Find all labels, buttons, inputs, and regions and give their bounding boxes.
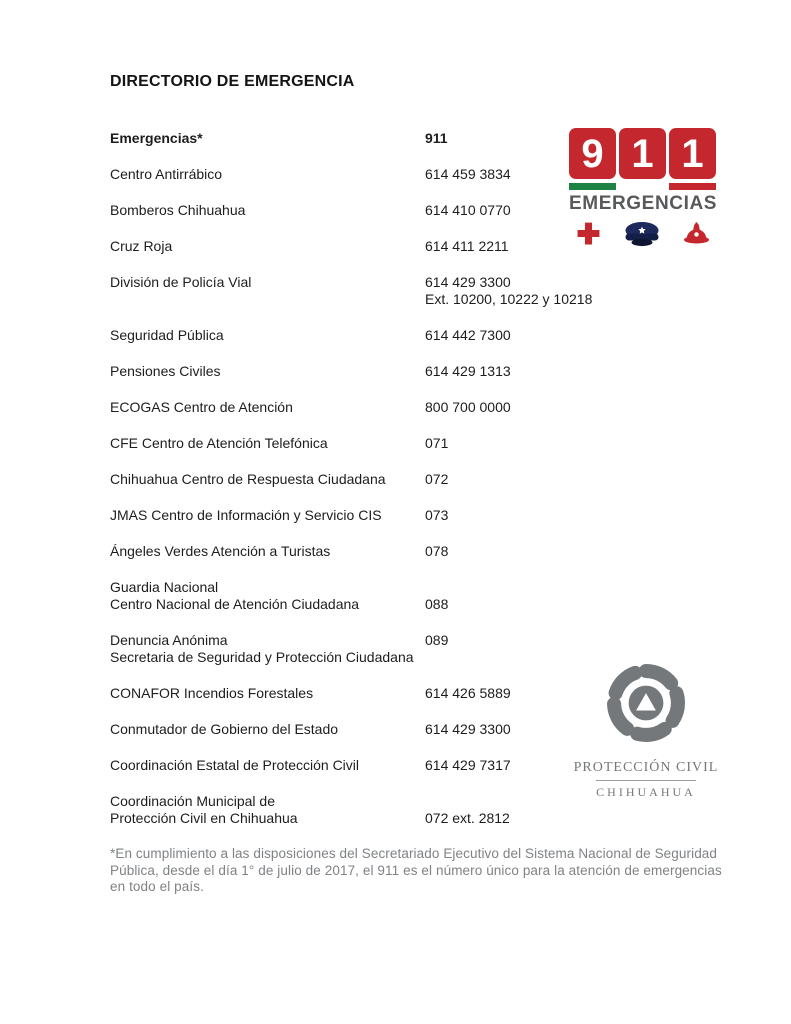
service-phone-line: 614 429 1313 xyxy=(425,363,511,379)
service-name xyxy=(110,507,425,524)
service-name xyxy=(110,363,425,380)
service-phone-line: 089 xyxy=(425,632,449,648)
directory-row xyxy=(110,399,735,416)
service-name xyxy=(110,579,425,613)
service-name-line: Bomberos Chihuahua xyxy=(110,202,246,218)
service-phone-line: 073 xyxy=(425,507,449,523)
service-phone-line: 088 xyxy=(425,596,449,612)
service-name-line: CFE Centro de Atención Telefónica xyxy=(110,435,328,451)
service-name-line: Protección Civil en Chihuahua xyxy=(110,810,298,826)
service-name-line: Emergencias* xyxy=(110,130,203,146)
service-name-line: Chihuahua Centro de Respuesta Ciudadana xyxy=(110,471,386,487)
service-phone xyxy=(425,632,735,649)
service-phone-line: 911 xyxy=(425,130,448,146)
directory-row xyxy=(110,471,735,488)
service-name xyxy=(110,793,425,827)
service-phone xyxy=(425,363,735,380)
service-name-line: Denuncia Anónima xyxy=(110,632,228,648)
directory-row xyxy=(110,507,735,524)
service-name xyxy=(110,238,425,255)
service-name xyxy=(110,202,425,219)
medical-cross-icon xyxy=(576,221,601,251)
service-name xyxy=(110,327,425,344)
flag-bar-white xyxy=(619,183,666,190)
service-phone-line: Ext. 10200, 10222 y 10218 xyxy=(425,291,593,307)
digit-1b: 1 xyxy=(681,131,704,176)
service-name xyxy=(110,632,425,666)
digit-1a: 1 xyxy=(631,131,654,176)
page-title: DIRECTORIO DE EMERGENCIA xyxy=(110,73,355,90)
firefighter-helmet-icon xyxy=(683,221,710,252)
service-name-line: Centro Antirrábico xyxy=(110,166,223,182)
service-phone-line: 078 xyxy=(425,543,449,559)
logo-proteccion-civil xyxy=(572,656,720,800)
service-name-line: Cruz Roja xyxy=(110,238,173,254)
service-phone xyxy=(425,596,735,613)
logo-911-digit-tiles xyxy=(569,128,717,179)
emergencias-wordmark: EMERGENCIAS xyxy=(569,193,718,214)
directory-row xyxy=(110,327,735,344)
service-phone-line: 614 442 7300 xyxy=(425,327,511,343)
service-name xyxy=(110,274,425,291)
service-phone-line: 614 429 3300 xyxy=(425,274,511,290)
service-name-line: ECOGAS Centro de Atención xyxy=(110,399,293,415)
service-phone xyxy=(425,810,735,827)
footnote-text: *En cumplimiento a las disposiciones del Secretariado Ejecutivo del Sistema Nacional de Seguridad Pública, desde el día 1° de julio de 2017, el 911 es el número único para la atención de emergencias en todo el país. xyxy=(110,846,722,894)
directory-row xyxy=(110,435,735,452)
directory-row xyxy=(110,363,735,380)
service-name-line: Guardia Nacional xyxy=(110,579,219,595)
service-phone-line: 614 429 3300 xyxy=(425,721,511,737)
service-phone-line: 614 411 2211 xyxy=(425,238,509,254)
service-phone xyxy=(425,327,735,344)
service-name-line: Conmutador de Gobierno del Estado xyxy=(110,721,339,737)
proteccion-civil-label: PROTECCIÓN CIVIL xyxy=(573,760,719,775)
service-name xyxy=(110,721,425,738)
service-name-line: Coordinación Estatal de Protección Civil xyxy=(110,757,360,773)
service-phone-line: 072 xyxy=(425,471,449,487)
flag-bar-red xyxy=(669,183,716,190)
service-name xyxy=(110,543,425,560)
digit-tile-1a xyxy=(619,128,666,179)
service-phone xyxy=(425,399,735,416)
service-phone-line: 614 429 7317 xyxy=(425,757,511,773)
service-name-line: Centro Nacional de Atención Ciudadana xyxy=(110,596,360,612)
service-name-line: División de Policía Vial xyxy=(110,274,252,290)
service-name-line: Secretaria de Seguridad y Protección Ciudadana xyxy=(110,649,414,665)
service-name xyxy=(110,757,425,774)
flag-bar-green xyxy=(569,183,616,190)
service-name-line: JMAS Centro de Información y Servicio CIS xyxy=(110,507,382,523)
service-phone xyxy=(425,507,735,524)
service-name-line: Seguridad Pública xyxy=(110,327,224,343)
digit-tile-1b xyxy=(669,128,716,179)
service-phone-line: 614 426 5889 xyxy=(425,685,511,701)
service-phone xyxy=(425,471,735,488)
digit-9: 9 xyxy=(581,131,604,176)
service-name-line: Pensiones Civiles xyxy=(110,363,221,379)
service-phone xyxy=(425,435,735,452)
service-phone xyxy=(425,274,735,308)
emergency-service-icons xyxy=(569,221,717,251)
service-name xyxy=(110,399,425,416)
service-name-line: Ángeles Verdes Atención a Turistas xyxy=(110,543,331,559)
service-phone xyxy=(425,543,735,560)
service-name xyxy=(110,471,425,488)
digit-tile-9 xyxy=(569,128,616,179)
service-name xyxy=(110,435,425,452)
proteccion-civil-emblem-icon xyxy=(599,737,693,754)
directory-row xyxy=(110,274,735,308)
service-phone-line: 071 xyxy=(425,435,449,451)
service-phone-line: 614 459 3834 xyxy=(425,166,511,182)
mexican-flag-bars xyxy=(569,183,717,190)
police-cap-icon xyxy=(622,221,662,252)
service-phone-line: 614 410 0770 xyxy=(425,202,511,218)
service-name xyxy=(110,166,425,183)
service-name xyxy=(110,130,425,147)
directory-row xyxy=(110,579,735,613)
service-name xyxy=(110,685,425,702)
service-name-line: Coordinación Municipal de xyxy=(110,793,275,809)
service-name-line: CONAFOR Incendios Forestales xyxy=(110,685,314,701)
service-phone-line: 800 700 0000 xyxy=(425,399,511,415)
chihuahua-label: CHIHUAHUA xyxy=(596,785,696,799)
logo-divider xyxy=(596,780,696,781)
service-phone-line: 072 ext. 2812 xyxy=(425,810,510,826)
logo-911-emergencias xyxy=(569,128,717,251)
directory-row xyxy=(110,543,735,560)
